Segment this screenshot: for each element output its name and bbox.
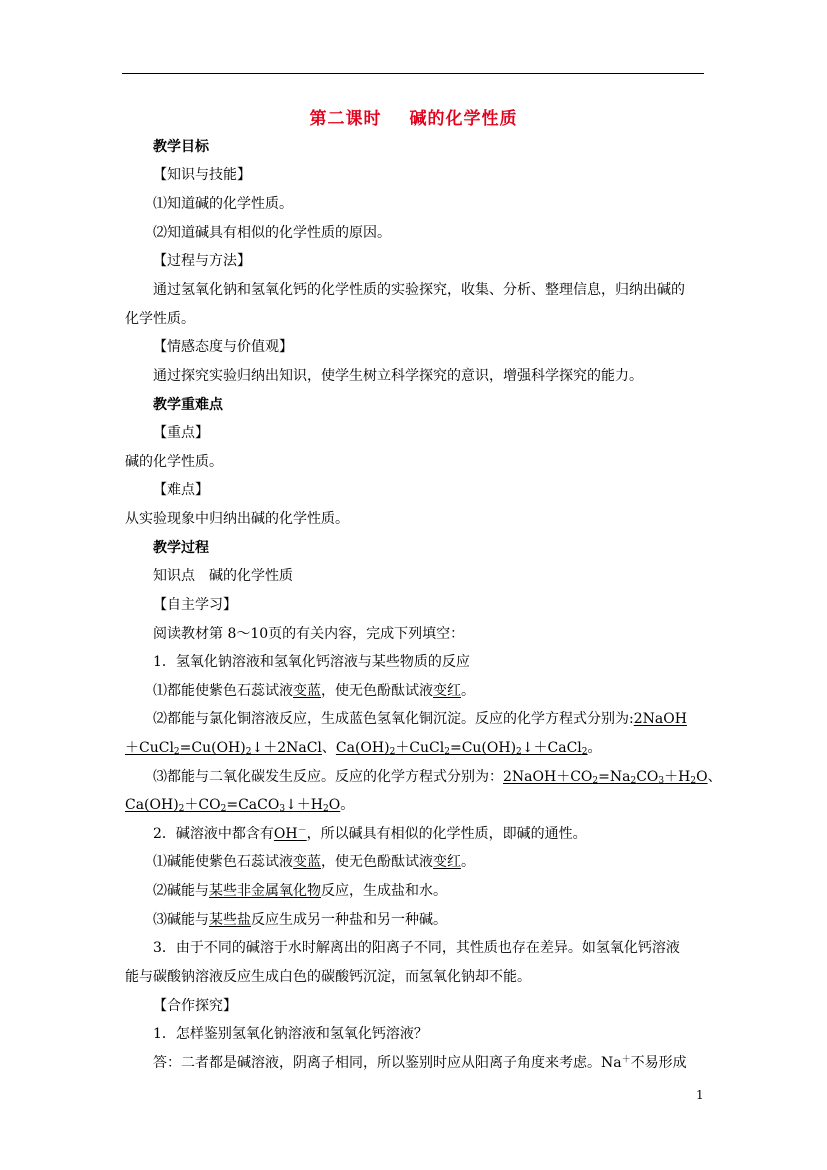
reading-instruction: 阅读教材第 8～10页的有关内容，完成下列填空： xyxy=(153,626,465,642)
answer-blank: 变红 xyxy=(433,854,461,870)
knowledge-item-1: ⑴知道碱的化学性质。 xyxy=(153,196,293,212)
question-3-line2: 能与碳酸钠溶液反应生成白色的碳酸钙沉淀，而氢氧化钠却不能。 xyxy=(125,969,531,985)
title-topic: 碱的化学性质 xyxy=(409,109,518,129)
section-process: 【过程与方法】 xyxy=(153,253,251,269)
emotion-text: 通过探究实验归纳出知识，使学生树立科学探究的意识，增强科学探究的能力。 xyxy=(153,368,643,384)
process-text-line1: 通过氢氧化钠和氢氧化钙的化学性质的实验探究，收集、分析、整理信息，归纳出碱的 xyxy=(153,282,685,298)
equation-blank: $+CuCl_2=Cu(OH)_2↓+2NaCl$ xyxy=(125,740,322,757)
heading-goals: 教学目标 xyxy=(153,139,209,155)
equation-blank: $2NaOH+CO_2=Na_2CO_3+H_2O$ xyxy=(503,769,708,786)
equation-blank: $Ca(OH)_2+CuCl_2=Cu(OH)_2↓+CaCl_2$ xyxy=(335,740,588,757)
question-2-2: ⑵碱能与某些非金属氧化物反应，生成盐和水。 xyxy=(153,883,447,899)
knowledge-item-2: ⑵知道碱具有相似的化学性质的原因。 xyxy=(153,225,391,241)
answer-blank: OH－ xyxy=(273,826,307,842)
section-emotion: 【情感态度与价值观】 xyxy=(153,339,293,355)
key-text: 碱的化学性质。 xyxy=(125,454,223,470)
page-number: 1 xyxy=(696,1088,704,1102)
answer-blank: 变蓝 xyxy=(293,854,321,870)
title-lesson: 第二课时 xyxy=(309,109,382,129)
question-1-2: ⑵都能与氯化铜溶液反应，生成蓝色氢氧化铜沉淀。反应的化学方程式分别为:2NaOH xyxy=(153,711,687,727)
section-self-study: 【自主学习】 xyxy=(153,597,237,613)
question-2: 2．碱溶液中都含有OH－，所以碱具有相似的化学性质，即碱的通性。 xyxy=(153,826,587,842)
heading-key-difficult: 教学重难点 xyxy=(153,397,223,413)
question-1: 1．氢氧化钠溶液和氢氧化钙溶液与某些物质的反应 xyxy=(153,654,470,670)
page-title xyxy=(0,104,827,129)
question-3-line1: 3．由于不同的碱溶于水时解离出的阳离子不同，其性质也存在差异。如氢氧化钙溶液 xyxy=(153,940,680,956)
answer-blank: 某些盐 xyxy=(209,912,251,928)
equation-blank: 2NaOH xyxy=(633,711,687,727)
question-1-2-equations: $+CuCl_2=Cu(OH)_2↓+2NaCl$、$Ca(OH)_2+CuCl_2=Cu(OH)_2↓+CaCl_2$。 xyxy=(125,740,602,757)
equation-blank: $Ca(OH)_2+CO_2=CaCO_3↓+H_2O$ xyxy=(125,797,341,814)
heading-teaching-process: 教学过程 xyxy=(153,540,209,556)
question-1-3: ⑶都能与二氧化碳发生反应。反应的化学方程式分别为：$2NaOH+CO_2=Na_2CO_3+H_2O$、 xyxy=(153,769,722,786)
section-cooperation: 【合作探究】 xyxy=(153,998,237,1014)
difficult-text: 从实验现象中归纳出碱的化学性质。 xyxy=(125,511,349,527)
question-1-3-equation2: $Ca(OH)_2+CO_2=CaCO_3↓+H_2O$。 xyxy=(125,797,355,814)
question-2-1: ⑴碱能使紫色石蕊试液变蓝，使无色酚酞试液变红。 xyxy=(153,854,475,870)
cooperation-question-1: 1．怎样鉴别氢氧化钠溶液和氢氧化钙溶液？ xyxy=(153,1026,428,1042)
answer-blank: 某些非金属氧化物 xyxy=(209,883,321,899)
answer-blank: 变红 xyxy=(433,683,461,699)
process-text-line2: 化学性质。 xyxy=(125,311,195,327)
section-knowledge: 【知识与技能】 xyxy=(153,167,251,183)
question-1-1: ⑴都能使紫色石蕊试液变蓝，使无色酚酞试液变红。 xyxy=(153,683,475,699)
answer-blank: 变蓝 xyxy=(293,683,321,699)
question-2-3: ⑶碱能与某些盐反应生成另一种盐和另一种碱。 xyxy=(153,912,447,928)
knowledge-point: 知识点 碱的化学性质 xyxy=(153,568,293,584)
answer-text: 答：二者都是碱溶液，阴离子相同，所以鉴别时应从阳离子角度来考虑。Na＋不易形成 xyxy=(153,1055,687,1071)
section-difficult: 【难点】 xyxy=(153,482,209,498)
header-rule xyxy=(122,73,704,74)
section-key: 【重点】 xyxy=(153,425,209,441)
